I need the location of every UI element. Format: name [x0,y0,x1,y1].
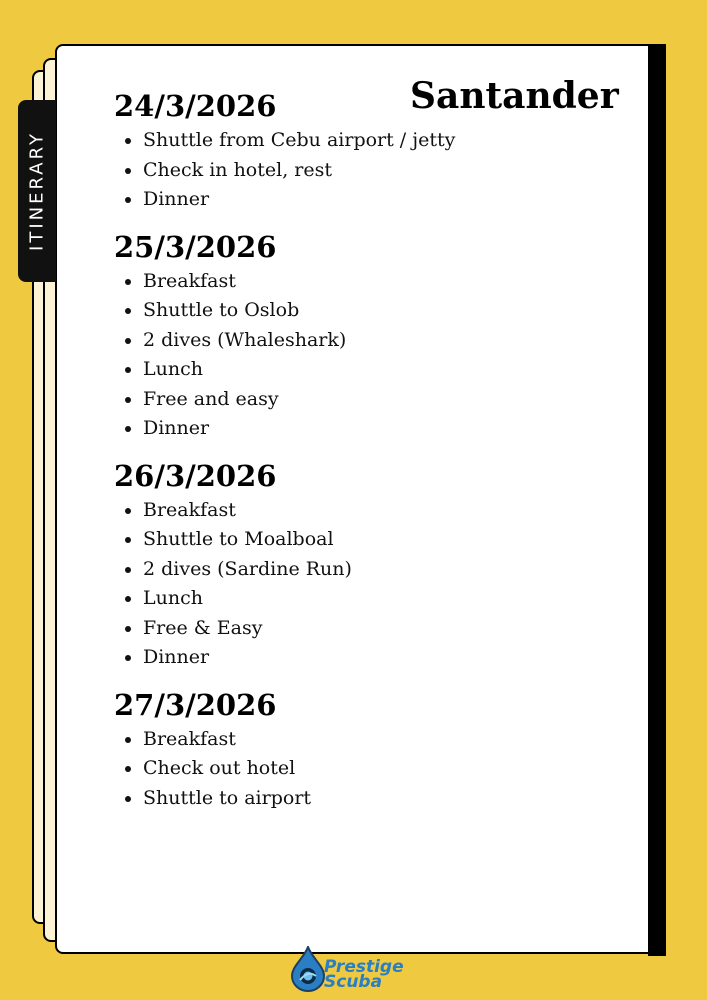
prestige-scuba-logo [288,946,428,992]
activity-item: • Dinner [143,643,634,673]
itinerary-list [114,86,634,825]
activity-item: • Breakfast [143,267,634,297]
day-section [114,456,634,673]
day-section [114,685,634,814]
activity-list [114,126,634,215]
day-date: 24/3/2026 [114,89,277,123]
day-section [114,86,634,215]
activity-item: • Lunch [143,355,634,385]
activity-item: • Shuttle to airport [143,784,634,814]
activity-item: • Breakfast [143,496,634,526]
logo-text-scuba: Scuba [324,972,383,992]
activity-list [114,267,634,444]
activity-item: • Dinner [143,414,634,444]
activity-item: • 2 dives (Whaleshark) [143,326,634,356]
activity-list [114,725,634,814]
activity-item: • 2 dives (Sardine Run) [143,555,634,585]
activity-item: • Shuttle to Moalboal [143,525,634,555]
activity-item: • Shuttle from Cebu airport / jetty [143,126,634,156]
water-drop-icon [288,946,328,992]
activity-list [114,496,634,673]
day-date: 26/3/2026 [114,458,277,493]
itinerary-tab [18,100,56,282]
activity-item: • Check out hotel [143,754,634,784]
activity-item: • Dinner [143,185,634,215]
day-date: 27/3/2026 [114,687,277,722]
page-title: Santander [410,75,619,117]
activity-item: • Free and easy [143,385,634,415]
activity-item: • Shuttle to Oslob [143,296,634,326]
tab-label: ITINERARY [26,131,48,251]
day-section [114,227,634,444]
day-date: 25/3/2026 [114,229,277,264]
activity-item: • Check in hotel, rest [143,156,634,186]
activity-item: • Lunch [143,584,634,614]
logo-text-prestige: Prestige [324,957,404,977]
activity-item: • Breakfast [143,725,634,755]
activity-item: • Free & Easy [143,614,634,644]
page-spine [648,44,666,956]
